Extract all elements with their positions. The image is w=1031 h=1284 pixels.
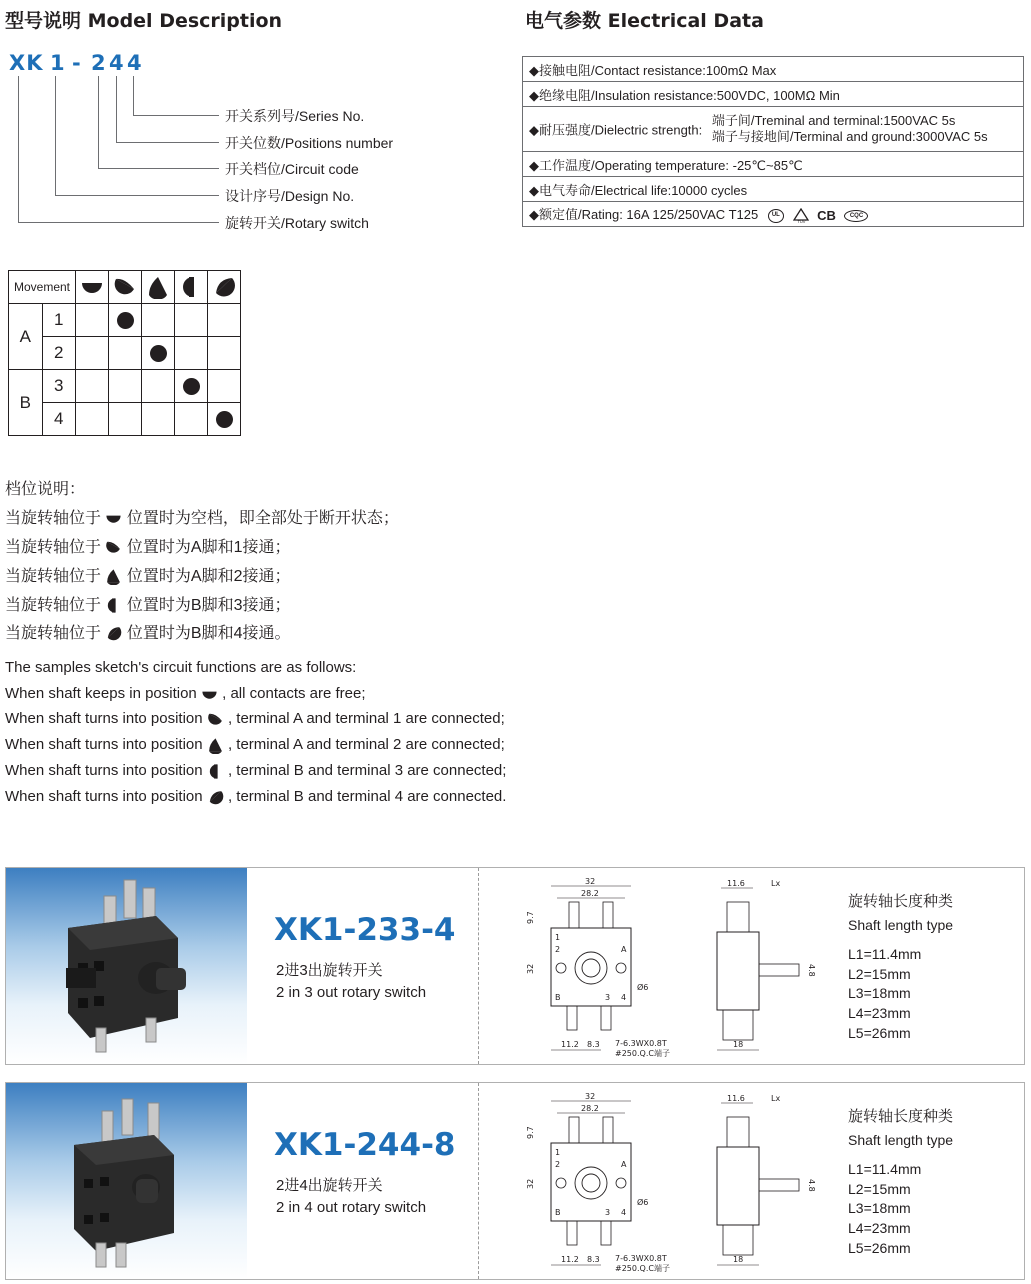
tree-line bbox=[116, 76, 117, 142]
panel-divider bbox=[478, 868, 479, 1064]
position-0-icon bbox=[105, 510, 122, 527]
side-view-drawing bbox=[701, 874, 821, 1064]
dim-side-height: 4.8 bbox=[807, 1179, 816, 1192]
position-0-icon bbox=[201, 686, 218, 703]
positions-en-line: When shaft turns into position , terminal A and terminal 2 are connected; bbox=[5, 736, 505, 753]
dim-terminal: 7-6.3WX0.8T bbox=[615, 1254, 667, 1263]
positions-cn-line: 当旋转轴位于 位置时为B脚和4接通。 bbox=[5, 625, 291, 642]
row-1-label: 1 bbox=[42, 304, 76, 337]
cell bbox=[76, 403, 109, 436]
rotary-switch-image bbox=[6, 868, 247, 1066]
front-view-drawing bbox=[521, 874, 686, 1064]
insulation-resistance: ◆绝缘电阻/Insulation resistance:500VDC, 100MΩ Min bbox=[523, 82, 1024, 107]
cell bbox=[142, 403, 175, 436]
table-row bbox=[523, 82, 1024, 107]
cqc-cert-icon: CQC bbox=[844, 210, 868, 222]
shaft-length: L4=23mm bbox=[848, 1005, 911, 1021]
tree-line bbox=[18, 222, 219, 223]
panel-divider bbox=[478, 1083, 479, 1279]
model-code-circuit: 2 bbox=[91, 51, 107, 75]
shaft-length: L1=11.4mm bbox=[848, 946, 922, 962]
model-code-positions: 4 bbox=[109, 51, 125, 75]
cell bbox=[76, 304, 109, 337]
positions-en-line: When shaft turns into position , terminal B and terminal 4 are connected. bbox=[5, 788, 507, 805]
model-description-heading: 型号说明 Model Description bbox=[5, 10, 283, 32]
contact-resistance: ◆接触电阻/Contact resistance:100mΩ Max bbox=[523, 57, 1024, 82]
positions-cn-line: 当旋转轴位于 位置时为A脚和2接通； bbox=[5, 568, 291, 585]
shaft-title-cn: 旋转轴长度种类 bbox=[848, 1108, 954, 1125]
side-view-drawing bbox=[701, 1089, 821, 1279]
label-series-no: 开关系列号/Series No. bbox=[225, 108, 365, 124]
table-row bbox=[9, 271, 241, 304]
table-row bbox=[9, 403, 241, 436]
cell bbox=[76, 337, 109, 370]
tree-line bbox=[133, 115, 219, 116]
position-3-icon bbox=[175, 271, 208, 304]
shaft-title-en: Shaft length type bbox=[848, 917, 954, 933]
table-row bbox=[523, 152, 1024, 177]
shaft-length: L2=15mm bbox=[848, 1181, 911, 1197]
group-b: B bbox=[9, 370, 43, 436]
product-desc-cn: 2进3出旋转开关 bbox=[276, 962, 383, 979]
pin-label: B bbox=[555, 993, 561, 1002]
table-row bbox=[523, 57, 1024, 82]
dim-top-height: 9.7 bbox=[526, 1126, 535, 1139]
table-row bbox=[9, 370, 241, 403]
dim-top-height: 9.7 bbox=[526, 911, 535, 924]
tree-line bbox=[18, 76, 19, 222]
cell bbox=[208, 370, 241, 403]
label-rotary-switch: 旋转开关/Rotary switch bbox=[225, 215, 369, 231]
tree-line bbox=[55, 76, 56, 195]
cell bbox=[109, 304, 142, 337]
shaft-title-en: Shaft length type bbox=[848, 1132, 954, 1148]
shaft-length: L4=23mm bbox=[848, 1220, 911, 1236]
pin-label: 3 bbox=[605, 993, 611, 1002]
pin-label: 2 bbox=[555, 1160, 561, 1169]
positions-en-line: When shaft keeps in position , all contacts are free; bbox=[5, 685, 366, 702]
position-1-icon bbox=[109, 271, 142, 304]
table-row bbox=[523, 107, 1024, 152]
dim-width-inner: 28.2 bbox=[581, 889, 599, 898]
positions-en-line: When shaft turns into position , terminal B and terminal 3 are connected; bbox=[5, 762, 507, 779]
dim-side-lx: Lx bbox=[771, 1094, 781, 1103]
positions-en-title: The samples sketch's circuit functions are as follows: bbox=[5, 659, 357, 676]
cell bbox=[208, 403, 241, 436]
pin-label: A bbox=[621, 1160, 627, 1169]
dim-diameter: Ø6 bbox=[637, 1198, 649, 1207]
rating bbox=[523, 202, 1024, 227]
dim-terminal-std: #250.Q.C端子 bbox=[615, 1264, 670, 1273]
shaft-length: L3=18mm bbox=[848, 985, 911, 1001]
table-row bbox=[523, 202, 1024, 227]
pin-label: 4 bbox=[621, 993, 627, 1002]
rotary-switch-image bbox=[6, 1083, 247, 1281]
pin-label: 3 bbox=[605, 1208, 611, 1217]
cell bbox=[109, 403, 142, 436]
shaft-length: L3=18mm bbox=[848, 1200, 911, 1216]
position-3-icon bbox=[105, 597, 122, 614]
dim-terminal-std: #250.Q.C端子 bbox=[615, 1049, 670, 1058]
pin-label: 2 bbox=[555, 945, 561, 954]
product-panel-xk1-233-4 bbox=[5, 867, 1025, 1065]
electrical-life: ◆电气寿命/Electrical life:10000 cycles bbox=[523, 177, 1024, 202]
dim-side-width: 11.6 bbox=[727, 879, 745, 888]
dim-bottom-b: 8.3 bbox=[587, 1040, 600, 1049]
cell bbox=[142, 304, 175, 337]
dielectric-terminal-ground: 端子与接地间/Terminal and ground:3000VAC 5s bbox=[711, 129, 988, 144]
positions-cn-line: 当旋转轴位于 位置时为A脚和1接通； bbox=[5, 539, 291, 556]
shaft-length: L2=15mm bbox=[848, 966, 911, 982]
pin-label: 1 bbox=[555, 933, 561, 942]
product-name: XK1-244-8 bbox=[274, 1127, 456, 1163]
table-row bbox=[9, 304, 241, 337]
dim-terminal: 7-6.3WX0.8T bbox=[615, 1039, 667, 1048]
positions-cn-title: 档位说明： bbox=[5, 481, 86, 498]
tree-line bbox=[133, 76, 134, 115]
shaft-length: L5=26mm bbox=[848, 1240, 911, 1256]
label-design-no: 设计序号/Design No. bbox=[225, 188, 355, 204]
cell bbox=[76, 370, 109, 403]
dim-width-outer: 32 bbox=[585, 1092, 596, 1101]
table-row bbox=[523, 177, 1024, 202]
model-code-series-no: 4 bbox=[127, 51, 143, 75]
dim-side-width: 11.6 bbox=[727, 1094, 745, 1103]
contact-dot bbox=[216, 411, 233, 428]
product-name: XK1-233-4 bbox=[274, 912, 456, 948]
dim-side-bottom: 18 bbox=[733, 1040, 744, 1049]
position-2-icon bbox=[207, 737, 224, 754]
pin-label: A bbox=[621, 945, 627, 954]
positions-cn-line: 当旋转轴位于 位置时为空档，即全部处于断开状态； bbox=[5, 510, 399, 527]
electrical-table bbox=[522, 56, 1024, 227]
dim-bottom-a: 11.2 bbox=[561, 1255, 579, 1264]
dim-width-outer: 32 bbox=[585, 877, 596, 886]
position-2-icon bbox=[105, 568, 122, 585]
position-4-icon bbox=[208, 271, 241, 304]
label-positions-number: 开关位数/Positions number bbox=[225, 135, 394, 151]
dielectric-terminal-terminal: 端子间/Treminal and terminal:1500VAC 5s bbox=[711, 113, 956, 128]
row-4-label: 4 bbox=[42, 403, 76, 436]
product-desc-cn: 2进4出旋转开关 bbox=[276, 1177, 383, 1194]
rating-text: ◆额定值/Rating: 16A 125/250VAC T125 bbox=[529, 207, 759, 223]
positions-en-line: When shaft turns into position , terminal A and terminal 1 are connected; bbox=[5, 710, 505, 727]
position-1-icon bbox=[105, 539, 122, 556]
movement-table bbox=[8, 270, 241, 436]
contact-dot bbox=[150, 345, 167, 362]
front-view-drawing bbox=[521, 1089, 686, 1279]
cell bbox=[142, 370, 175, 403]
product-desc-en: 2 in 4 out rotary switch bbox=[276, 1199, 427, 1216]
ul-cert-icon: UL bbox=[768, 209, 784, 223]
table-row bbox=[9, 337, 241, 370]
cell bbox=[208, 304, 241, 337]
contact-dot bbox=[183, 378, 200, 395]
cell bbox=[142, 337, 175, 370]
position-4-icon bbox=[105, 625, 122, 642]
dim-width-inner: 28.2 bbox=[581, 1104, 599, 1113]
movement-header: Movement bbox=[9, 271, 76, 304]
shaft-length: L1=11.4mm bbox=[848, 1161, 922, 1177]
pin-label: B bbox=[555, 1208, 561, 1217]
dim-body-height: 32 bbox=[526, 1178, 535, 1189]
shaft-length: L5=26mm bbox=[848, 1025, 911, 1041]
pin-label: 4 bbox=[621, 1208, 627, 1217]
product-desc-en: 2 in 3 out rotary switch bbox=[276, 984, 427, 1001]
row-3-label: 3 bbox=[42, 370, 76, 403]
tuv-cert-icon: TÜV bbox=[793, 208, 809, 224]
cell bbox=[175, 304, 208, 337]
dim-body-height: 32 bbox=[526, 963, 535, 974]
product-panel-xk1-244-8 bbox=[5, 1082, 1025, 1280]
cb-cert-mark: CB bbox=[817, 208, 836, 224]
tree-line bbox=[98, 168, 219, 169]
model-code-dash: - bbox=[72, 51, 82, 75]
tree-line bbox=[55, 195, 219, 196]
shaft-title-cn: 旋转轴长度种类 bbox=[848, 893, 954, 910]
contact-dot bbox=[117, 312, 134, 329]
product-photo bbox=[6, 868, 247, 1064]
position-0-icon bbox=[76, 271, 109, 304]
positions-cn-line: 当旋转轴位于 位置时为B脚和3接通； bbox=[5, 597, 291, 614]
cell bbox=[208, 337, 241, 370]
dim-side-height: 4.8 bbox=[807, 964, 816, 977]
position-2-icon bbox=[142, 271, 175, 304]
tree-line bbox=[98, 76, 99, 168]
cell bbox=[175, 370, 208, 403]
tree-line bbox=[116, 142, 219, 143]
cell bbox=[175, 403, 208, 436]
row-2-label: 2 bbox=[42, 337, 76, 370]
dim-side-lx: Lx bbox=[771, 879, 781, 888]
model-code-design: 1 bbox=[50, 51, 66, 75]
product-photo bbox=[6, 1083, 247, 1279]
electrical-data-heading: 电气参数 Electrical Data bbox=[525, 10, 764, 32]
position-3-icon bbox=[207, 763, 224, 780]
dim-bottom-a: 11.2 bbox=[561, 1040, 579, 1049]
dim-diameter: Ø6 bbox=[637, 983, 649, 992]
cell bbox=[175, 337, 208, 370]
position-4-icon bbox=[207, 789, 224, 806]
dim-side-bottom: 18 bbox=[733, 1255, 744, 1264]
cell bbox=[109, 337, 142, 370]
cell bbox=[109, 370, 142, 403]
dielectric-strength bbox=[523, 107, 1024, 152]
dim-bottom-b: 8.3 bbox=[587, 1255, 600, 1264]
position-1-icon bbox=[207, 711, 224, 728]
pin-label: 1 bbox=[555, 1148, 561, 1157]
group-a: A bbox=[9, 304, 43, 370]
model-code-series: XK bbox=[9, 51, 44, 75]
dielectric-label: ◆耐压强度/Dielectric strength: bbox=[529, 122, 703, 138]
label-circuit-code: 开关档位/Circuit code bbox=[225, 161, 359, 177]
operating-temperature: ◆工作温度/Operating temperature: -25℃~85℃ bbox=[523, 152, 1024, 177]
